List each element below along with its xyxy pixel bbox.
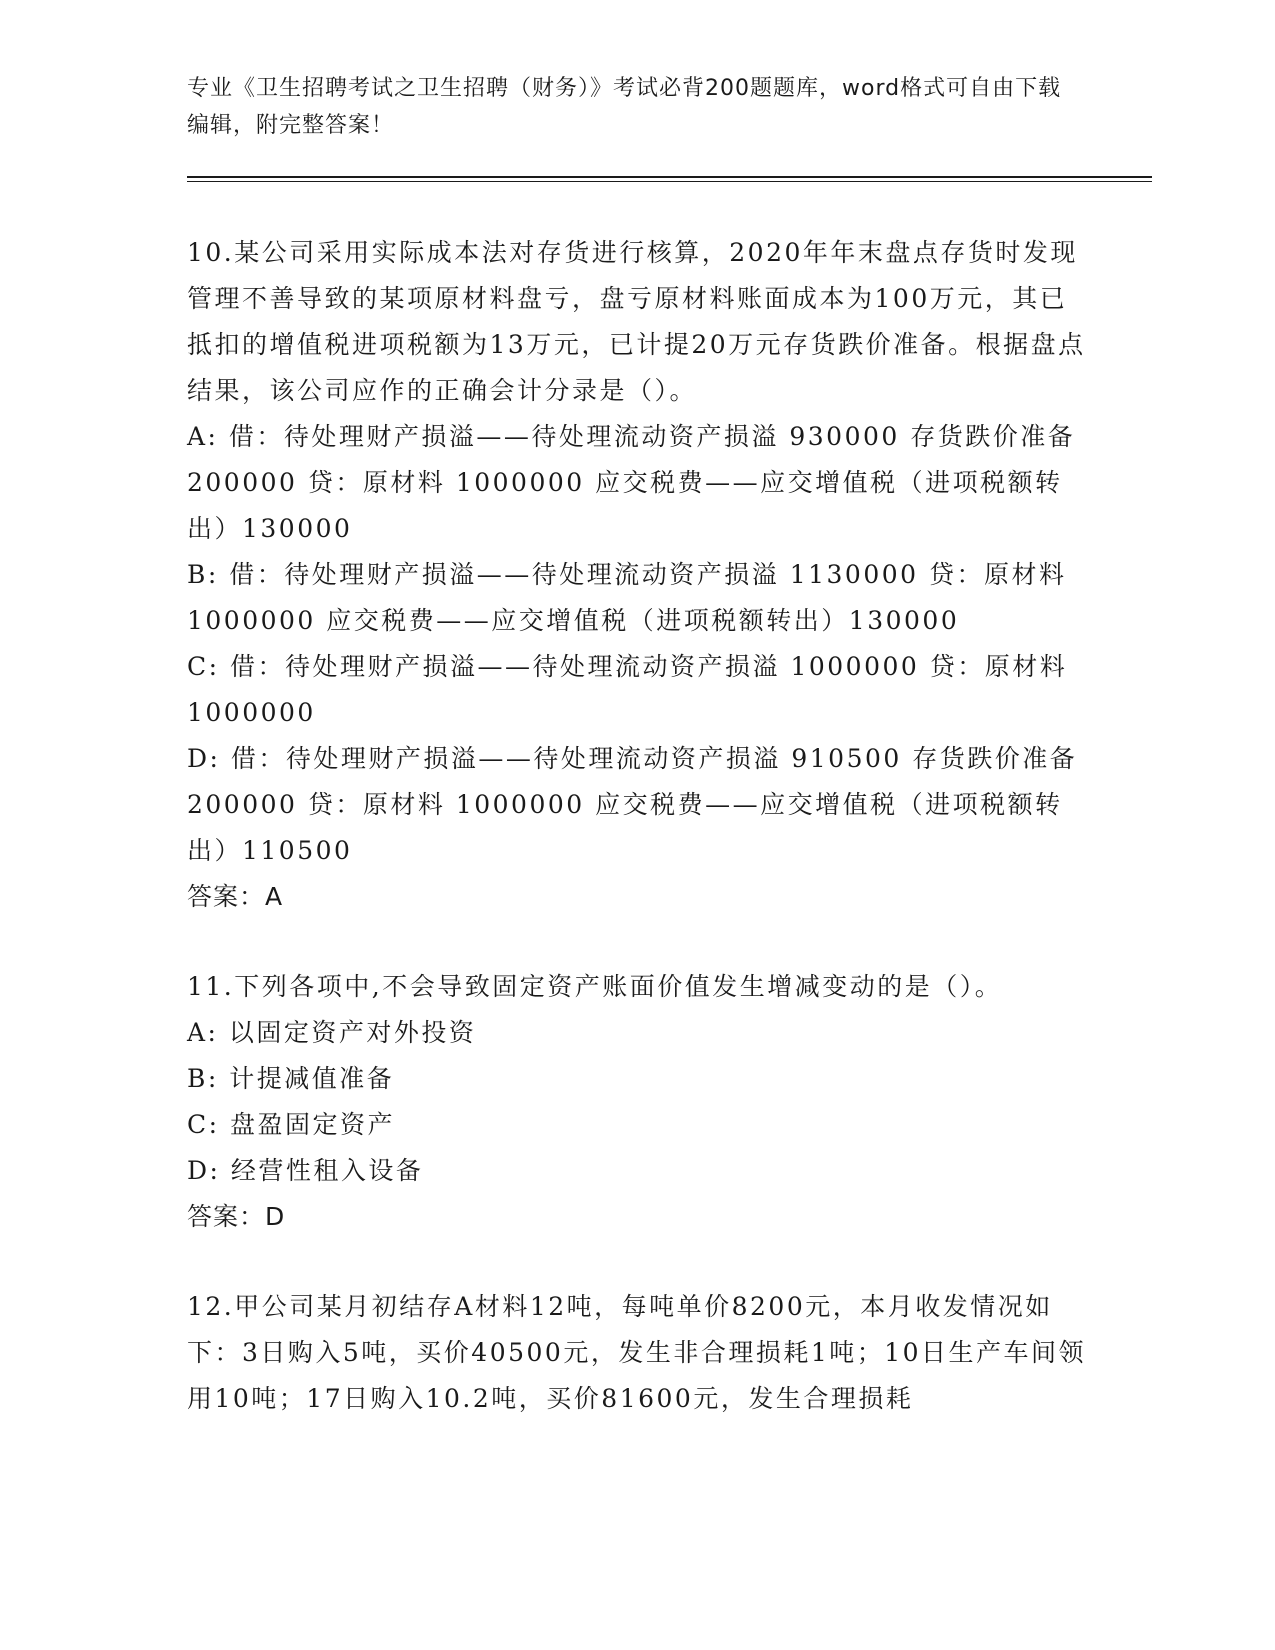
option-b: B: 借：待处理财产损溢——待处理流动资产损溢 1130000 贷：原材料 1000000 应交税费——应交增值税（进项税额转出）130000 (187, 560, 1067, 635)
option-c: C: 盘盈固定资产 (187, 1110, 395, 1139)
question-list (187, 230, 1152, 1422)
option-c: C: 借：待处理财产损溢——待处理流动资产损溢 1000000 贷：原材料 1000000 (187, 652, 1068, 727)
option-a: A: 借：待处理财产损溢——待处理流动资产损溢 930000 存货跌价准备 200000 贷：原材料 1000000 应交税费——应交增值税（进项税额转出）130000 (187, 422, 1076, 543)
answer-line (187, 874, 1152, 920)
answer-label: 答案： (187, 882, 266, 911)
question-11 (187, 964, 1152, 1240)
answer-label: 答案： (187, 1202, 266, 1231)
question-text: 11.下列各项中,不会导致固定资产账面价值发生增减变动的是（）。 (187, 972, 1003, 1001)
question-12 (187, 1284, 1152, 1422)
document-page (187, 70, 1152, 1466)
answer-line (187, 1194, 1152, 1240)
question-text: 12.甲公司某月初结存A材料12吨，每吨单价8200元，本月收发情况如下：3日购入5吨，买价40500元，发生非合理损耗1吨；10日生产车间领用10吨；17日购入10.2吨，买价81600元，发生合理损耗 (187, 1292, 1087, 1413)
header-divider (187, 176, 1152, 182)
option-d: D: 借：待处理财产损溢——待处理流动资产损溢 910500 存货跌价准备 200000 贷：原材料 1000000 应交税费——应交增值税（进项税额转出）110500 (187, 744, 1078, 865)
answer-value: A (265, 882, 284, 911)
option-b: B: 计提减值准备 (187, 1064, 395, 1093)
document-header-note: 专业《卫生招聘考试之卫生招聘（财务）》考试必背200题题库，word格式可自由下载编辑，附完整答案！ (187, 76, 1062, 138)
option-d: D: 经营性租入设备 (187, 1156, 424, 1185)
option-a: A: 以固定资产对外投资 (187, 1018, 477, 1047)
question-10 (187, 230, 1152, 920)
answer-value: D (265, 1202, 286, 1231)
question-text: 10.某公司采用实际成本法对存货进行核算，2020年年末盘点存货时发现管理不善导致的某项原材料盘亏，盘亏原材料账面成本为100万元，其已抵扣的增值税进项税额为13万元，已计提20万元存货跌价准备。根据盘点结果，该公司应作的正确会计分录是（）。 (187, 238, 1086, 405)
